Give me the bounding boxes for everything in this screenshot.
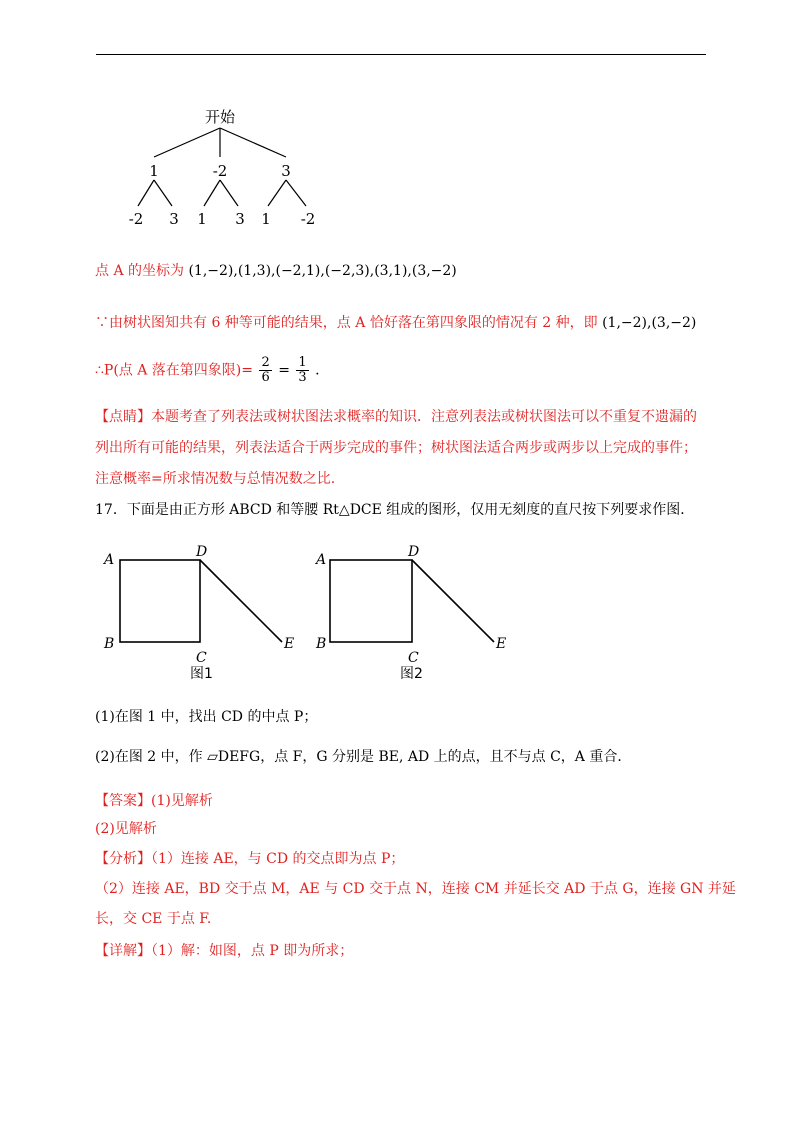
fig2-label-c: C [408,650,419,666]
tree-leaf-6: -2 [300,210,316,228]
answer-line-2: (2)见解析 [95,821,157,837]
analysis-line-3: 长，交 CE 于点 F. [95,911,212,927]
coords-values: (1,−2),(1,3),(−2,1),(−2,3),(3,1),(3,−2) [188,263,457,279]
fig1-label-c: C [196,650,207,666]
comment-line-2: 列出所有可能的结果，列表法适合于两步完成的事件；树状图法适合两步或两步以上完成的事件； [95,440,697,456]
tree-leaf-3: 1 [197,210,207,228]
figure-2 [312,538,522,688]
fraction-numerator: 2 [261,355,270,370]
fig1-label-e: E [284,636,295,652]
fig2-label-a: A [316,552,327,568]
tree-node-3: 3 [281,162,291,180]
fig1-caption: 图1 [190,666,213,682]
tree-diagram [100,100,340,240]
q17-part-1: (1)在图 1 中，找出 CD 的中点 P； [95,709,318,725]
fig2-label-e: E [496,636,507,652]
fraction-1-3 [296,356,308,385]
fig1-label-d: D [196,544,208,560]
answer-line-1: 【答案】(1)见解析 [95,793,213,809]
detail-line: 【详解】（1）解：如图，点 P 即为所求； [95,943,354,959]
tree-leaf-5: 1 [261,210,271,228]
equals-sign: = [278,362,290,379]
q17-part-2: (2)在图 2 中，作 ▱DEFG，点 F，G 分别是 BE, AD 上的点，且不与点 C，A 重合． [95,749,632,765]
probability-line [95,356,320,385]
tree-node-1: 1 [149,162,159,180]
fig2-caption: 图2 [400,666,423,682]
fraction-denominator: 3 [298,370,307,385]
coords-line [95,260,457,280]
because-coords: (1,−2),(3,−2) [602,315,697,331]
because-text: ∵由树状图知共有 6 种等可能的结果，点 A 恰好落在第四象限的情况有 2 种，即 [95,315,598,331]
prob-label: ∴P(点 A 落在第四象限)= [95,362,253,379]
figure-1 [100,538,310,688]
fig1-label-b: B [104,636,115,652]
analysis-line-1: 【分析】（1）连接 AE，与 CD 的交点即为点 P； [95,851,405,867]
tree-root: 开始 [204,108,236,126]
tree-node-2: -2 [212,162,228,180]
tree-leaf-4: 3 [235,210,245,228]
tree-leaf-1: -2 [128,210,144,228]
fig1-label-a: A [104,552,115,568]
fraction-numerator: 1 [298,355,307,370]
comment-line-3: 注意概率=所求情况数与总情况数之比. [95,471,336,487]
because-line [95,312,696,332]
comment-line-1: 【点睛】本题考查了列表法或树状图法求概率的知识．注意列表法或树状图法可以不重复不遗漏的 [95,409,697,425]
fraction-denominator: 6 [261,370,270,385]
analysis-line-2: （2）连接 AE，BD 交于点 M，AE 与 CD 交于点 N，连接 CM 并延长交 AD 于点 G，连接 GN 并延 [95,881,736,897]
tree-leaf-2: 3 [169,210,179,228]
fig2-label-b: B [316,636,327,652]
fig2-label-d: D [408,544,420,560]
q17-stem: 17．下面是由正方形 ABCD 和等腰 Rt△DCE 组成的图形，仅用无刻度的直尺按下列要求作图． [95,502,695,518]
coords-label: 点 A 的坐标为 [95,263,185,279]
period: . [315,362,320,379]
header-rule [96,54,706,55]
fraction-2-6 [259,356,271,385]
